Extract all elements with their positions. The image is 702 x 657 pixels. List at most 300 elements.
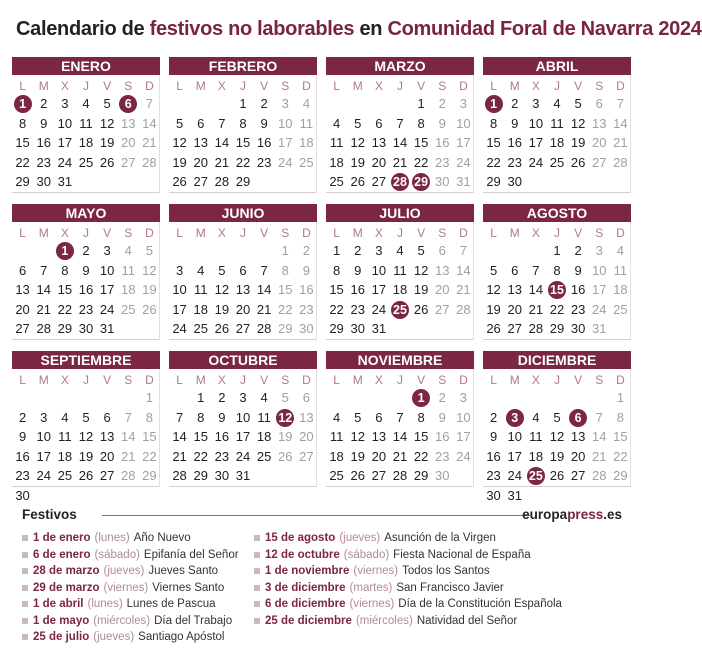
calendar-day: 9 — [489, 429, 498, 444]
weekday-label: X — [531, 79, 540, 93]
calendar-day: 5 — [553, 409, 561, 425]
calendar-day: 14 — [214, 135, 230, 150]
calendar-day: 31 — [99, 321, 115, 336]
calendar-day: 11 — [550, 115, 564, 131]
festivo-weekday: (sábado) — [94, 548, 140, 561]
calendar-day: 14 — [172, 429, 187, 444]
calendar-day: 19 — [99, 135, 115, 150]
calendar-day: 5 — [82, 409, 90, 425]
week-row — [12, 486, 160, 506]
calendar-day: 15 — [278, 282, 293, 297]
weekday-label: D — [302, 373, 311, 387]
weekday-label: V — [260, 373, 269, 387]
holiday-marker: 6 — [569, 409, 587, 427]
calendar-day: 1 — [281, 243, 289, 258]
calendar-day: 2 — [260, 96, 268, 111]
week-row — [169, 388, 317, 408]
calendar-day: 21 — [214, 154, 230, 170]
calendar-day: 10 — [456, 409, 471, 425]
calendar-day: 16 — [78, 282, 94, 297]
weekday-label: L — [490, 226, 497, 240]
empty-day — [347, 388, 368, 408]
weekday-label: X — [60, 226, 69, 240]
divider — [102, 515, 530, 516]
calendar-day: 16 — [350, 282, 365, 297]
empty-day — [211, 94, 232, 114]
empty-day — [525, 388, 546, 408]
calendar-day: 7 — [396, 115, 404, 131]
calendar-day: 17 — [507, 448, 522, 464]
calendar-day: 17 — [528, 135, 544, 150]
calendar-day: 14 — [456, 262, 471, 278]
month-febrero — [169, 57, 317, 188]
calendar-day: 30 — [36, 174, 51, 189]
month-border — [630, 75, 631, 193]
calendar-day: 14 — [256, 282, 272, 297]
weekday-header-row — [169, 78, 317, 94]
festivo-weekday: (jueves) — [103, 565, 145, 577]
empty-day — [525, 172, 546, 192]
calendar-day: 6 — [595, 96, 603, 111]
month-underline — [12, 339, 160, 340]
calendar-day: 25 — [549, 154, 565, 170]
calendar-day: 7 — [124, 409, 132, 425]
week-row — [169, 300, 317, 320]
calendar-day: 25 — [299, 154, 314, 170]
brand-logo — [522, 507, 622, 522]
holiday-marker: 1 — [56, 242, 74, 260]
empty-day — [326, 388, 347, 408]
empty-day — [169, 388, 190, 408]
calendar-day: 20 — [121, 135, 136, 150]
title-text: Calendario de — [16, 18, 150, 40]
empty-day — [568, 486, 589, 506]
month-border — [159, 369, 160, 487]
calendar-day: 28 — [214, 174, 230, 189]
calendar-day: 30 — [486, 487, 501, 503]
festivo-name: Día del Trabajo — [154, 614, 233, 627]
bullet-icon — [254, 568, 260, 574]
month-name: ENERO — [12, 57, 160, 75]
calendar-day: 29 — [613, 468, 628, 483]
empty-day — [568, 388, 589, 408]
week-row — [326, 153, 474, 173]
festivo-item — [254, 547, 562, 564]
calendar-day: 9 — [218, 409, 226, 425]
month-abril — [483, 57, 631, 188]
calendar-day: 8 — [145, 409, 154, 425]
calendar-day: 17 — [371, 282, 387, 297]
calendar-day: 5 — [354, 115, 362, 131]
week-row — [326, 241, 474, 261]
festivo-weekday: (miércoles) — [93, 614, 151, 627]
weekday-label: S — [281, 226, 290, 240]
week-row — [483, 408, 631, 428]
calendar-day: 19 — [549, 448, 565, 464]
empty-day — [589, 486, 610, 506]
empty-day — [347, 94, 368, 114]
festivo-weekday: (martes) — [349, 581, 393, 594]
calendar-day: 5 — [145, 243, 154, 258]
weekday-label: J — [82, 79, 89, 93]
bullet-icon — [22, 601, 28, 607]
calendar-day: 30 — [78, 321, 94, 336]
calendar-day: 21 — [256, 301, 272, 317]
calendar-day: 20 — [235, 301, 251, 317]
empty-day — [368, 94, 389, 114]
weekday-label: J — [396, 79, 403, 93]
title-highlight: festivos no laborables — [149, 18, 355, 40]
month-name: SEPTIEMBRE — [12, 351, 160, 369]
weekday-label: M — [195, 373, 206, 387]
festivo-date: 15 de agosto — [265, 532, 336, 544]
calendar-day: 25 — [121, 301, 136, 317]
week-row — [12, 114, 160, 134]
weekday-label: X — [531, 373, 540, 387]
holiday-day — [12, 94, 33, 114]
week-row — [326, 133, 474, 153]
calendar-day: 4 — [532, 409, 540, 425]
calendar-day: 21 — [456, 282, 471, 297]
weekday-label: M — [509, 79, 520, 93]
calendar-day: 3 — [239, 390, 247, 405]
calendar-day: 17 — [172, 301, 187, 317]
weekday-label: L — [19, 373, 26, 387]
title-region: Comunidad Foral de Navarra 2024 — [387, 18, 702, 40]
empty-day — [139, 319, 160, 339]
calendar-day: 31 — [507, 487, 522, 503]
weekday-label: J — [82, 373, 89, 387]
empty-day — [190, 241, 211, 261]
festivo-name: Todos los Santos — [402, 565, 490, 577]
holiday-marker: 28 — [391, 173, 409, 191]
calendar-grid — [12, 57, 632, 503]
calendar-day: 2 — [218, 390, 226, 405]
calendar-day: 28 — [592, 468, 607, 483]
calendar-day: 10 — [36, 429, 51, 444]
calendar-day: 28 — [613, 154, 628, 170]
calendar-day: 8 — [239, 115, 247, 131]
weekday-label: L — [176, 226, 183, 240]
weekday-label: J — [553, 373, 560, 387]
calendar-day: 23 — [435, 154, 450, 170]
calendar-day: 5 — [574, 96, 582, 111]
calendar-day: 15 — [57, 282, 73, 297]
calendar-day: 4 — [82, 96, 90, 111]
empty-day — [368, 388, 389, 408]
calendar-day: 22 — [57, 301, 73, 317]
calendar-day: 14 — [36, 282, 51, 297]
calendar-day: 26 — [570, 154, 586, 170]
calendar-day: 19 — [278, 429, 293, 444]
weekday-header-row — [326, 225, 474, 241]
empty-day — [610, 319, 631, 339]
calendar-day: 3 — [61, 96, 69, 111]
week-row — [483, 133, 631, 153]
calendar-day: 17 — [592, 282, 607, 297]
weekday-label: J — [239, 373, 246, 387]
weekday-label: L — [490, 79, 497, 93]
calendar-day: 19 — [413, 282, 429, 297]
calendar-day: 17 — [57, 135, 73, 150]
calendar-day: 2 — [354, 243, 362, 258]
calendar-day: 6 — [375, 409, 383, 425]
calendar-day: 3 — [103, 243, 111, 258]
month-name: FEBRERO — [169, 57, 317, 75]
weekday-label: D — [145, 373, 154, 387]
calendar-day: 6 — [103, 409, 111, 425]
calendar-day: 26 — [214, 321, 230, 336]
week-row — [169, 427, 317, 447]
calendar-day: 2 — [438, 390, 446, 405]
calendar-day: 31 — [456, 174, 471, 189]
weekday-label: L — [176, 79, 183, 93]
festivo-name: Día de la Constitución Española — [398, 598, 562, 610]
weekday-label: X — [217, 79, 226, 93]
calendar-day: 14 — [528, 282, 544, 297]
calendar-day: 5 — [175, 115, 184, 131]
empty-day — [97, 172, 118, 192]
calendar-day: 12 — [413, 262, 429, 278]
calendar-day: 20 — [507, 301, 522, 317]
calendar-day: 26 — [99, 154, 115, 170]
week-row — [169, 280, 317, 300]
calendar-day: 12 — [549, 429, 565, 444]
calendar-day: 20 — [99, 448, 115, 464]
calendar-day: 13 — [570, 429, 586, 444]
calendar-day: 21 — [121, 448, 136, 464]
month-enero — [12, 57, 160, 188]
week-row — [12, 241, 160, 261]
weekday-label: J — [239, 226, 246, 240]
calendar-day: 19 — [486, 301, 501, 317]
empty-day — [589, 388, 610, 408]
calendar-day: 7 — [396, 409, 404, 425]
calendar-day: 16 — [15, 448, 30, 464]
calendar-day: 3 — [40, 409, 48, 425]
festivo-date: 1 de abril — [33, 598, 84, 610]
calendar-day: 9 — [82, 262, 90, 278]
calendar-day: 30 — [570, 321, 586, 336]
calendar-day: 10 — [99, 262, 115, 278]
empty-day — [453, 319, 474, 339]
weekday-label: V — [103, 373, 112, 387]
month-underline — [12, 192, 160, 193]
calendar-day: 23 — [256, 154, 272, 170]
festivo-date: 25 de julio — [33, 631, 90, 643]
weekday-label: S — [595, 79, 604, 93]
empty-day — [54, 388, 75, 408]
weekday-label: J — [239, 79, 246, 93]
week-row — [326, 408, 474, 428]
holiday-day — [568, 408, 589, 428]
bullet-icon — [22, 535, 28, 541]
month-border — [159, 222, 160, 340]
weekday-label: J — [553, 226, 560, 240]
calendar-day: 29 — [15, 174, 30, 189]
weekday-label: S — [595, 373, 604, 387]
calendar-day: 13 — [121, 115, 136, 131]
page-title — [16, 18, 702, 41]
week-row — [326, 466, 474, 486]
festivo-name: Viernes Santo — [152, 581, 225, 594]
weekday-label: S — [595, 226, 604, 240]
calendar-day: 25 — [256, 448, 272, 464]
festivo-name: Asunción de la Virgen — [384, 532, 496, 544]
calendar-day: 10 — [235, 409, 251, 425]
calendar-day: 6 — [511, 262, 519, 278]
calendar-day: 14 — [592, 429, 607, 444]
calendar-day: 21 — [36, 301, 51, 317]
calendar-day: 4 — [61, 409, 69, 425]
bullet-icon — [22, 552, 28, 558]
calendar-day: 8 — [197, 409, 205, 425]
calendar-day: 7 — [595, 409, 603, 425]
week-row — [12, 94, 160, 114]
festivo-item — [22, 547, 239, 564]
empty-day — [139, 486, 160, 506]
calendar-day: 22 — [549, 301, 565, 317]
calendar-day: 8 — [489, 115, 498, 131]
calendar-day: 26 — [549, 468, 565, 483]
festivo-weekday: (lunes) — [94, 532, 130, 544]
festivo-weekday: (jueves) — [93, 631, 135, 643]
week-row — [12, 153, 160, 173]
weekday-label: M — [195, 79, 206, 93]
calendar-day: 21 — [392, 448, 408, 464]
calendar-day: 1 — [332, 243, 341, 258]
calendar-day: 15 — [413, 429, 429, 444]
month-name: OCTUBRE — [169, 351, 317, 369]
holiday-day — [411, 388, 432, 408]
week-row — [169, 153, 317, 173]
weekday-label: M — [38, 373, 49, 387]
calendar-day: 6 — [18, 262, 27, 278]
empty-day — [546, 172, 567, 192]
empty-day — [97, 486, 118, 506]
calendar-day: 16 — [486, 448, 501, 464]
calendar-day: 8 — [61, 262, 69, 278]
calendar-day: 14 — [392, 429, 408, 444]
bullet-icon — [254, 585, 260, 591]
week-row — [326, 300, 474, 320]
week-row — [12, 319, 160, 339]
calendar-day: 17 — [36, 448, 51, 464]
month-agosto — [483, 204, 631, 335]
empty-day — [546, 486, 567, 506]
calendar-day: 6 — [438, 243, 446, 258]
festivo-date: 1 de enero — [33, 532, 91, 544]
calendar-day: 23 — [435, 448, 450, 464]
calendar-day: 24 — [528, 154, 544, 170]
weekday-header-row — [169, 225, 317, 241]
calendar-day: 18 — [613, 282, 628, 297]
holiday-day — [118, 94, 139, 114]
calendar-day: 24 — [456, 154, 471, 170]
week-row — [169, 261, 317, 281]
calendar-day: 13 — [435, 262, 450, 278]
calendar-day: 8 — [417, 115, 425, 131]
calendar-day: 4 — [332, 115, 341, 131]
calendar-day: 24 — [371, 301, 387, 317]
holiday-day — [411, 172, 432, 192]
holiday-day — [525, 466, 546, 486]
week-row — [326, 172, 474, 192]
calendar-day: 9 — [354, 262, 362, 278]
week-row — [483, 114, 631, 134]
calendar-day: 25 — [329, 174, 344, 189]
calendar-day: 28 — [392, 468, 408, 483]
calendar-day: 4 — [302, 96, 311, 111]
holiday-marker: 12 — [276, 409, 294, 427]
empty-day — [118, 172, 139, 192]
calendar-day: 25 — [78, 154, 94, 170]
calendar-day: 26 — [350, 174, 365, 189]
calendar-day: 31 — [57, 174, 73, 189]
empty-day — [97, 388, 118, 408]
calendar-day: 22 — [278, 301, 293, 317]
calendar-day: 11 — [257, 409, 271, 425]
calendar-day: 6 — [302, 390, 311, 405]
calendar-day: 14 — [142, 115, 157, 131]
week-row — [483, 427, 631, 447]
calendar-day: 29 — [413, 468, 429, 483]
calendar-day: 10 — [507, 429, 522, 444]
calendar-day: 5 — [354, 409, 362, 425]
week-row — [12, 261, 160, 281]
empty-day — [12, 388, 33, 408]
calendar-day: 19 — [142, 282, 157, 297]
empty-day — [232, 241, 253, 261]
weekday-label: V — [103, 226, 112, 240]
empty-day — [190, 94, 211, 114]
calendar-day: 29 — [235, 174, 251, 189]
festivos-title: Festivos — [22, 507, 77, 522]
calendar-day: 21 — [528, 301, 544, 317]
calendar-day: 4 — [616, 243, 625, 258]
calendar-day: 27 — [507, 321, 522, 336]
calendar-day: 24 — [172, 321, 187, 336]
calendar-day: 3 — [459, 96, 468, 111]
empty-day — [483, 241, 504, 261]
calendar-day: 15 — [193, 429, 208, 444]
calendar-day: 21 — [392, 154, 408, 170]
festivo-name: Jueves Santo — [148, 565, 219, 577]
calendar-day: 20 — [15, 301, 30, 317]
weekday-header-row — [169, 372, 317, 388]
holiday-day — [389, 300, 410, 320]
week-row — [169, 172, 317, 192]
week-row — [326, 261, 474, 281]
calendar-day: 12 — [486, 282, 501, 297]
calendar-day: 10 — [592, 262, 607, 278]
weekday-label: V — [417, 226, 426, 240]
calendar-day: 5 — [417, 243, 425, 258]
weekday-label: D — [145, 226, 154, 240]
calendar-day: 27 — [193, 174, 208, 189]
weekday-label: D — [459, 226, 468, 240]
calendar-day: 23 — [36, 154, 51, 170]
calendar-day: 11 — [58, 429, 72, 444]
weekday-label: S — [124, 226, 133, 240]
calendar-day: 18 — [549, 135, 565, 150]
festivo-weekday: (miércoles) — [355, 614, 413, 627]
week-row — [12, 172, 160, 192]
weekday-header-row — [12, 78, 160, 94]
empty-day — [568, 172, 589, 192]
brand-part: europa — [522, 507, 568, 522]
empty-day — [12, 241, 33, 261]
